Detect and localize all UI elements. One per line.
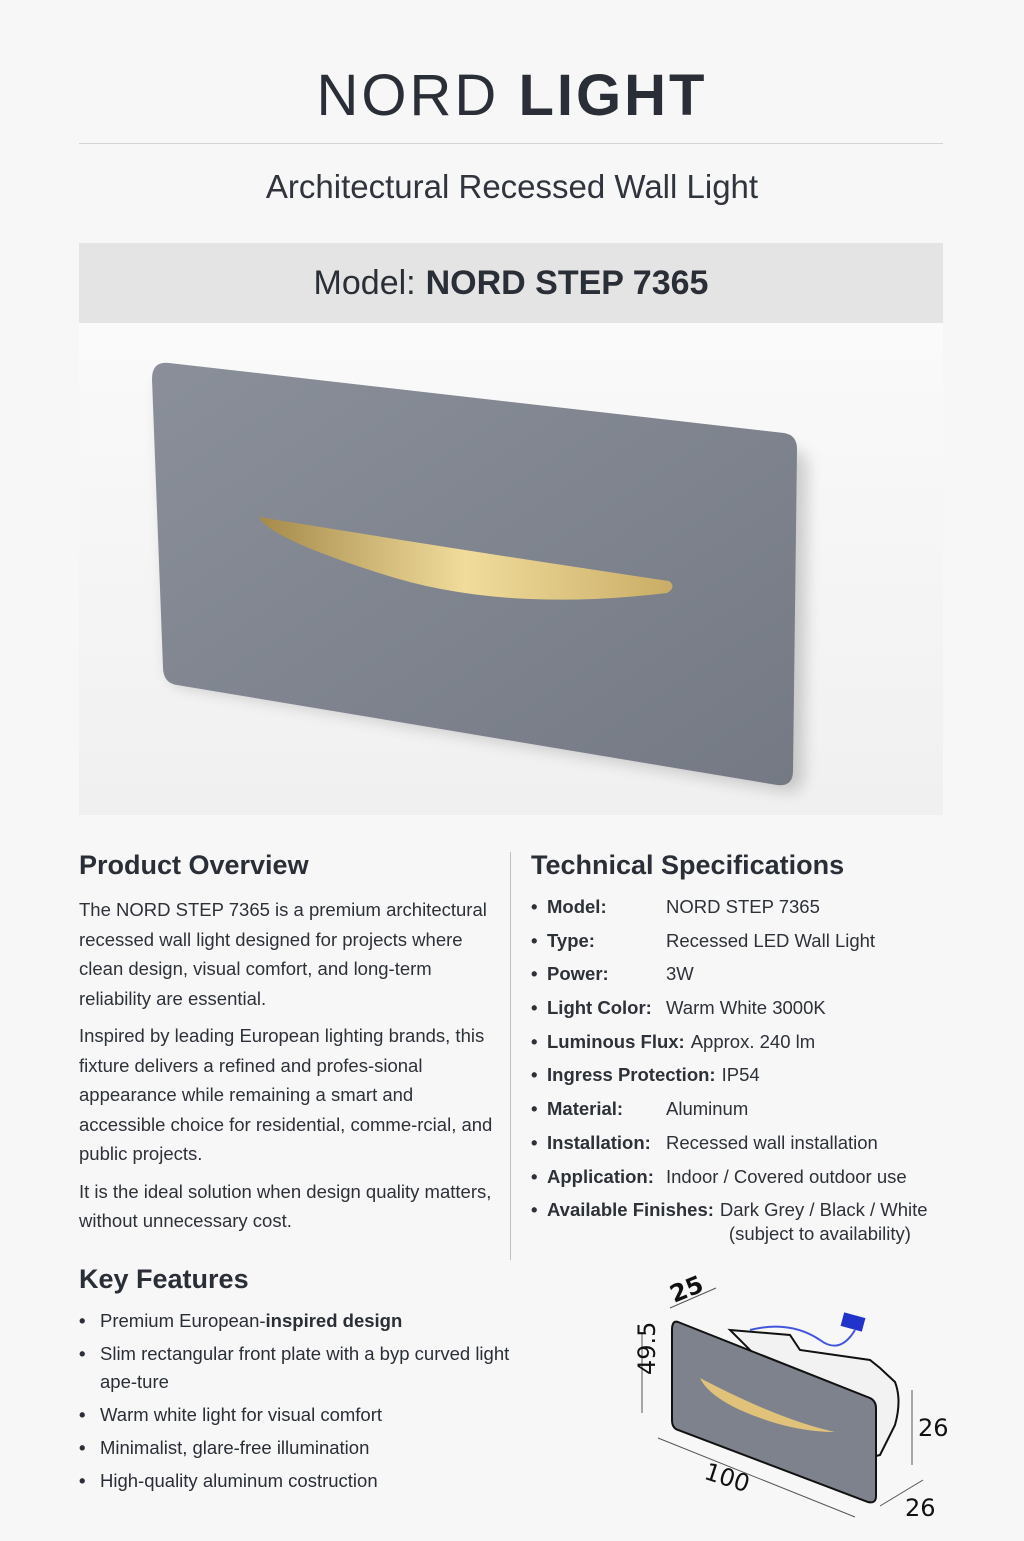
spec-value — [691, 1030, 1021, 1054]
overview-paragraph: The NORD STEP 7365 is a premium architectural recessed wall light designed for projects where clean design, visual comfort, and long-term reliability are essential. — [79, 899, 487, 1009]
bullet-icon: • — [531, 997, 538, 1019]
technical-specifications — [531, 850, 1021, 1256]
bullet-icon: • — [531, 1199, 538, 1221]
left-column — [79, 850, 510, 1500]
spec-key: Light Color: — [547, 997, 652, 1019]
spec-value-text: Approx. 240 lm — [690, 1030, 816, 1052]
spec-value — [720, 1198, 1021, 1246]
spec-key: Type: — [547, 929, 595, 951]
feature-bold: inspired design — [265, 1309, 403, 1331]
spec-row — [531, 996, 1021, 1020]
bullet-icon: • — [531, 1165, 538, 1187]
bullet-icon: • — [79, 1403, 86, 1425]
spec-key: Material: — [547, 1098, 624, 1120]
column-divider — [510, 852, 511, 1260]
page-subtitle: Architectural Recessed Wall Light — [265, 168, 759, 205]
bullet-icon: • — [531, 1030, 538, 1052]
connector-icon — [841, 1312, 866, 1331]
spec-row — [531, 1063, 1021, 1087]
feature-item — [79, 1467, 539, 1495]
feature-text: Warm white light for visual comfort — [100, 1403, 383, 1425]
brand-part2: LIGHT — [518, 63, 708, 128]
spec-row — [531, 1165, 1021, 1189]
spec-value-text: Aluminum — [666, 1098, 749, 1120]
spec-key: Luminous Flux: — [547, 1030, 685, 1052]
model-band — [79, 243, 943, 323]
dimension-side-height: 26 — [918, 1414, 949, 1442]
bullet-icon: • — [531, 1131, 538, 1153]
spec-value — [666, 929, 1021, 953]
bullet-icon: • — [79, 1342, 86, 1364]
feature-item — [79, 1434, 539, 1462]
spec-row — [531, 1030, 1021, 1054]
spec-value — [666, 996, 1021, 1020]
specs-title: Technical Specifications — [531, 850, 845, 880]
spec-value — [666, 962, 1021, 986]
bullet-icon: • — [531, 1098, 538, 1120]
brand-part1: NORD — [316, 63, 500, 128]
feature-item — [79, 1340, 539, 1396]
dimension-height: 49.5 — [633, 1321, 661, 1375]
feature-text: Premium European- — [100, 1309, 266, 1331]
divider — [79, 143, 943, 144]
spec-value-note: (subject to availability) — [728, 1223, 911, 1245]
spec-value-text: NORD STEP 7365 — [666, 896, 820, 917]
feature-text: Minimalist, glare-free illumination — [100, 1436, 370, 1458]
bullet-icon: • — [531, 963, 538, 985]
overview-paragraph: It is the ideal solution when design quality matters, without unnecessary cost. — [79, 1180, 492, 1231]
spec-key: Available Finishes: — [547, 1199, 714, 1221]
spec-key: Application: — [547, 1165, 654, 1187]
spec-value-text: 3W — [666, 963, 694, 985]
feature-item — [79, 1307, 539, 1335]
spec-value-text: Recessed wall installation — [666, 1131, 878, 1153]
product-photo — [79, 323, 943, 815]
spec-value-text: Dark Grey / Black / White — [719, 1199, 928, 1221]
spec-value — [722, 1063, 1021, 1087]
spec-key: Installation: — [547, 1131, 651, 1153]
dimension-length: 100 — [701, 1457, 754, 1499]
spec-key: Model: — [547, 896, 607, 917]
dimension-side-depth: 26 — [905, 1494, 936, 1522]
bullet-icon: • — [79, 1469, 86, 1491]
model-label: Model: — [313, 263, 416, 302]
spec-row — [531, 895, 1021, 919]
bullet-icon: • — [531, 929, 538, 951]
spec-row — [531, 1097, 1021, 1121]
dimension-drawing — [590, 1260, 1024, 1536]
spec-value-text: Recessed LED Wall Light — [666, 929, 876, 951]
feature-text: High-quality aluminum costruction — [100, 1469, 378, 1491]
spec-key: Ingress Protection: — [547, 1064, 716, 1086]
spec-value-text: Indoor / Covered outdoor use — [666, 1165, 907, 1187]
spec-value — [666, 895, 1021, 919]
spec-value — [666, 1097, 1021, 1121]
bullet-icon: • — [79, 1309, 86, 1331]
spec-value-text: IP54 — [721, 1064, 760, 1086]
spec-key: Power: — [547, 963, 609, 985]
spec-row — [531, 929, 1021, 953]
bullet-icon: • — [531, 896, 538, 917]
brand-logo — [0, 62, 1024, 129]
feature-item — [79, 1401, 539, 1429]
key-features — [79, 1264, 539, 1495]
model-value: NORD STEP 7365 — [425, 263, 709, 302]
features-title: Key Features — [79, 1263, 249, 1294]
feature-text: Slim rectangular front plate with a byp curved light ape-ture — [100, 1342, 510, 1392]
spec-value — [666, 1131, 1021, 1155]
spec-row — [531, 1198, 1021, 1246]
dimension-depth-top: 25 — [665, 1270, 708, 1309]
product-overview — [79, 850, 501, 1236]
bullet-icon: • — [79, 1436, 86, 1458]
overview-title: Product Overview — [79, 850, 309, 880]
bullet-icon: • — [531, 1064, 538, 1086]
spec-row — [531, 962, 1021, 986]
overview-paragraph: Inspired by leading European lighting brands, this fixture delivers a refined and profes-sional appearance while remaining a smart and accessible choice for residential, comme-rcial, and public projects. — [79, 1025, 493, 1164]
spec-row — [531, 1131, 1021, 1155]
spec-value — [666, 1165, 1021, 1189]
spec-value-text: Warm White 3000K — [666, 997, 826, 1019]
